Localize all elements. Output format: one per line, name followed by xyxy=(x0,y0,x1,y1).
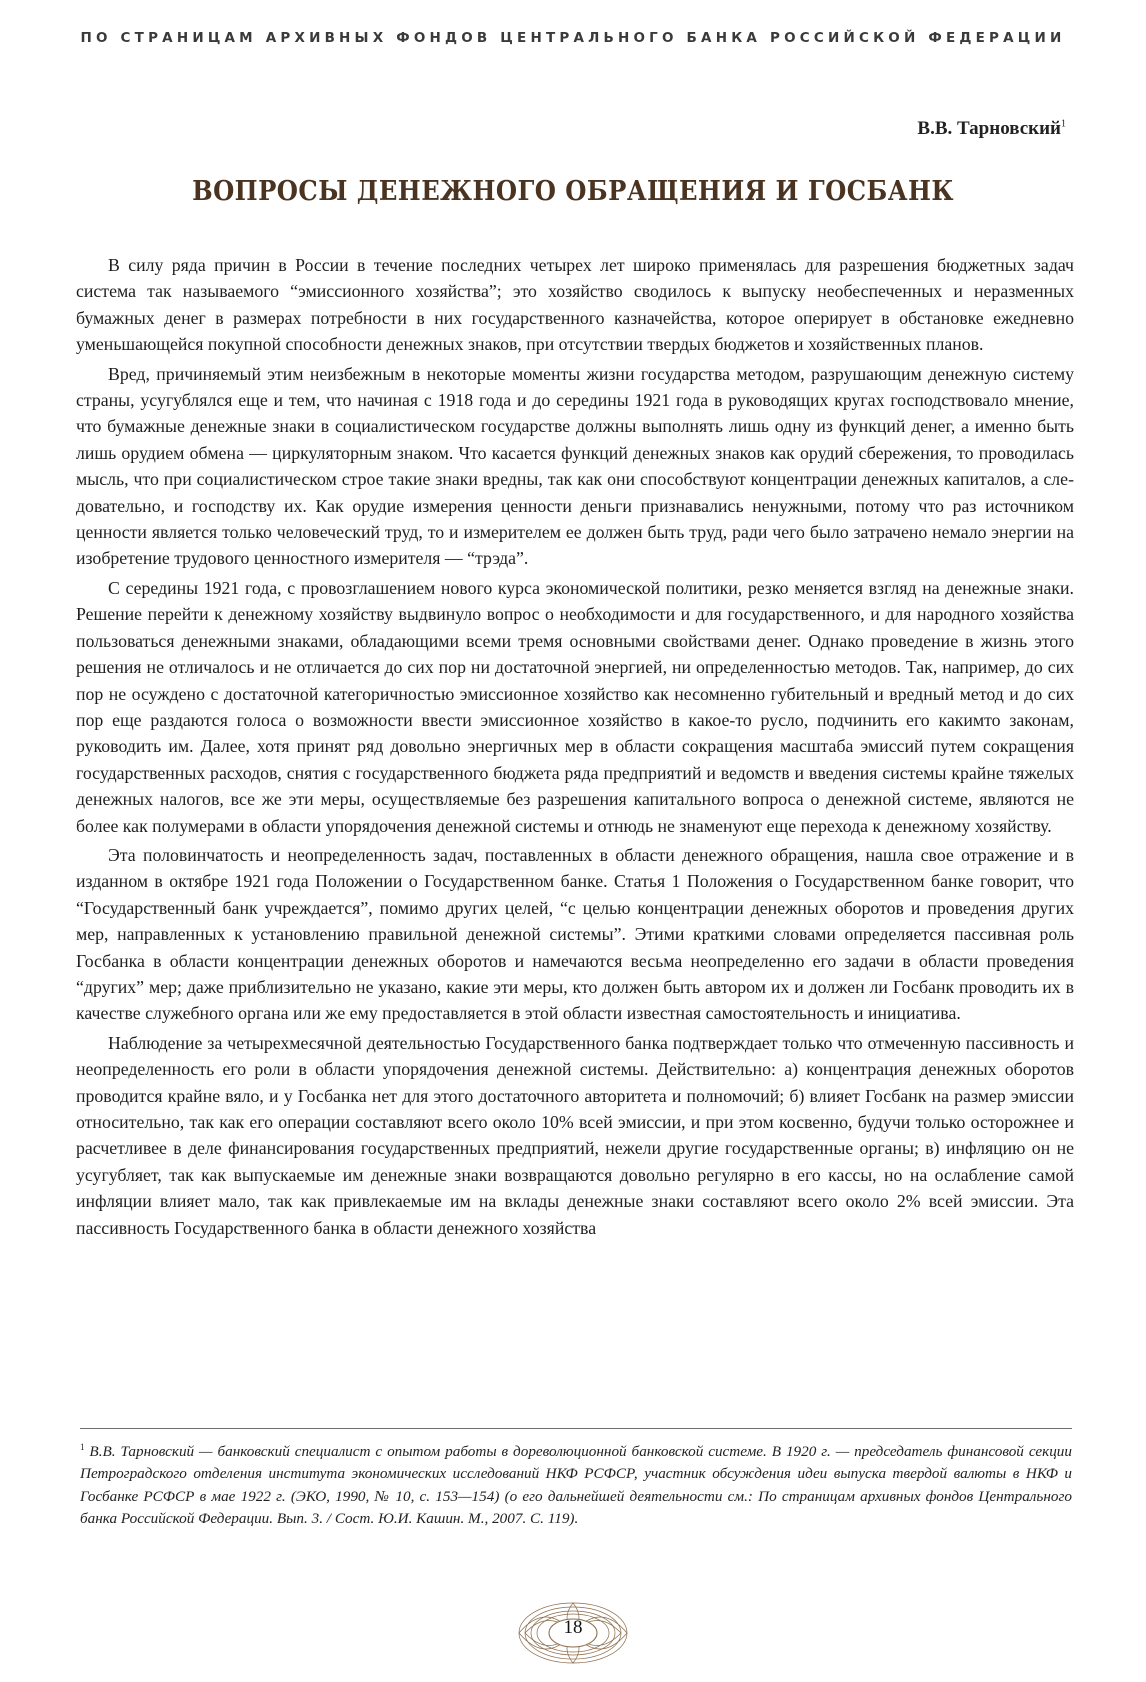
paragraph: С середины 1921 года, с провозглашением нового курса экономической политики, резко меняется взгляд на денежные знаки. Решение перейти к денежному хозяйству выдвинуло вопрос о необходимости и для государственного, и для народного хозяйства пользоваться денежными знаками, обладающими всеми тремя основными свойствами денег. Однако проведение в жизнь этого решения не отличалось и не отличается до сих пор ни достаточной энергией, ни определенностью методов. Так, например, до сих пор не осуждено с достаточной категоричностью эмиссионное хозяйство как несомненно губительный и вредный метод и до сих пор еще раздаются голоса о возможности ввести эмиссионное хозяйство в какое-то русло, подчинить его какимто законам, руководить им. Далее, хотя принят ряд довольно энергичных мер в области сокращения масштаба эмиссий путем сокращения государственных расходов, снятия с государственного бюджета ряда предприятий и ведомств и введения системы крайне тяжелых денежных налогов, все же эти меры, осуществляемые без разрешения капитального вопроса о денежной системе, являются не более как полумерами в области упорядочения денежной системы и отнюдь не знаменуют еще перехода к денежному хозяйству. xyxy=(76,577,1074,836)
article-body xyxy=(76,252,1074,1244)
footnote xyxy=(80,1436,1072,1531)
author-name: В.В. Тарновский xyxy=(917,118,1061,139)
author-footnote-ref[interactable]: 1 xyxy=(1061,118,1066,130)
paragraph: Эта половинчатость и неопределенность задач, поставленных в области денежного обращения, нашла свое отражение и в изданном в октябре 1921 года Положении о Государственном банке. Статья 1 Положения о Государственном банке говорит, что “Государственный банк учреждается”, помимо других целей, “с целью концентрации денежных оборотов и проведения других мер, направленных к установлению правильной денежной системы”. Этими краткими словами определяется пассивная роль Госбанка в области концентрации денежных оборотов и намечаются весьма неопределенно его задачи в области проведения “других” мер; даже приблизительно не указано, какие эти меры, кто должен быть автором их и должен ли Госбанк проводить их в качестве служебного органа или же ему предоставляется в этой области известная самостоятельность и инициатива. xyxy=(76,844,1074,1024)
article-title: ВОПРОСЫ ДЕНЕЖНОГО ОБРАЩЕНИЯ И ГОСБАНК xyxy=(192,176,954,207)
running-head: ПО СТРАНИЦАМ АРХИВНЫХ ФОНДОВ ЦЕНТРАЛЬНОГО БАНКА РОССИЙСКОЙ ФЕДЕРАЦИИ xyxy=(80,30,1066,46)
footnote-text: В.В. Тарновский — банковский специалист с опытом работы в дореволюционной банковской системе. В 1920 г. — председатель финансовой секции Петроградского отделения института экономических исследований НКФ РСФСР, участник обсуждения идеи выпуска твердой валюты в НКФ и Госбанке РСФСР в мае 1922 г. (ЭКО, 1990, № 10, с. 153—154) (о его дальнейшей деятельности см.: По страницам архивных фондов Центрального банка Российской Федерации. Вып. 3. / Сост. Ю.И. Кашин. М., 2007. С. 119). xyxy=(80,1443,1072,1528)
paragraph: В силу ряда причин в России в течение последних четырех лет широко применялась для разрешения бюджетных задач система так называемого “эмиссионного хозяйства”; это хозяйство сводилось к выпуску необеспеченных и неразменных бумажных денег в размерах потребности в них государственного казначейства, которое оперирует в обстановке ежедневно уменьшающейся покупной способности денежных знаков, при отсутствии твердых бюджетов и хозяйственных планов. xyxy=(76,255,1074,355)
footnote-divider xyxy=(80,1428,1072,1429)
author-byline xyxy=(917,118,1066,140)
page-number: 18 xyxy=(563,1617,583,1638)
paragraph: Вред, причиняемый этим неизбежным в некоторые моменты жизни государства методом, разрушающим денежную систему страны, усугублялся еще и тем, что начиная с 1918 года и до середины 1921 года в руководящих кругах господствовало мнение, что бумажные денежные знаки в социалистическом государстве должны выполнять лишь одну из функций денег, а именно быть лишь орудием обмена — циркуляторным знаком. Что касается функций денежных знаков как орудий сбережения, то проводилась мысль, что при социалистическом строе такие знаки вредны, так как они способствуют концентрации денежных капиталов, а следовательно, и господству их. Как орудие измерения ценности деньги признавались ненужными, потому что раз источником ценности является только человеческий труд, то и измерителем ее должен быть труд, ради чего было затрачено немало энергии на изобретение трудового ценностного измерителя — “трэда”. xyxy=(76,363,1074,569)
paragraph: Наблюдение за четырехмесячной деятельностью Государственного банка подтверждает только что отмеченную пассивность и неопределенность его роли в области упорядочения денежной системы. Действительно: а) концентрация денежных оборотов проводится крайне вяло, и у Госбанка нет для этого достаточного авторитета и полномочий; б) влияет Госбанк на размер эмиссии относительно, так как его операции составляют всего около 10% всей эмиссии, и при этом косвенно, будучи только осторожнее и расчетливее в деле финансирования государственных предприятий, нежели другие государственные органы; в) инфляцию он не усугубляет, так как выпускаемые им денежные знаки возвращаются довольно регулярно в его кассы, но на ослабление самой инфляции влияет мало, так как привлекаемые им на вклады денежные знаки составляют всего около 2% всей эмиссии. Эта пассивность Государственного банка в области денежного хозяйства xyxy=(76,1032,1074,1238)
footnote-marker: 1 xyxy=(80,1442,85,1452)
